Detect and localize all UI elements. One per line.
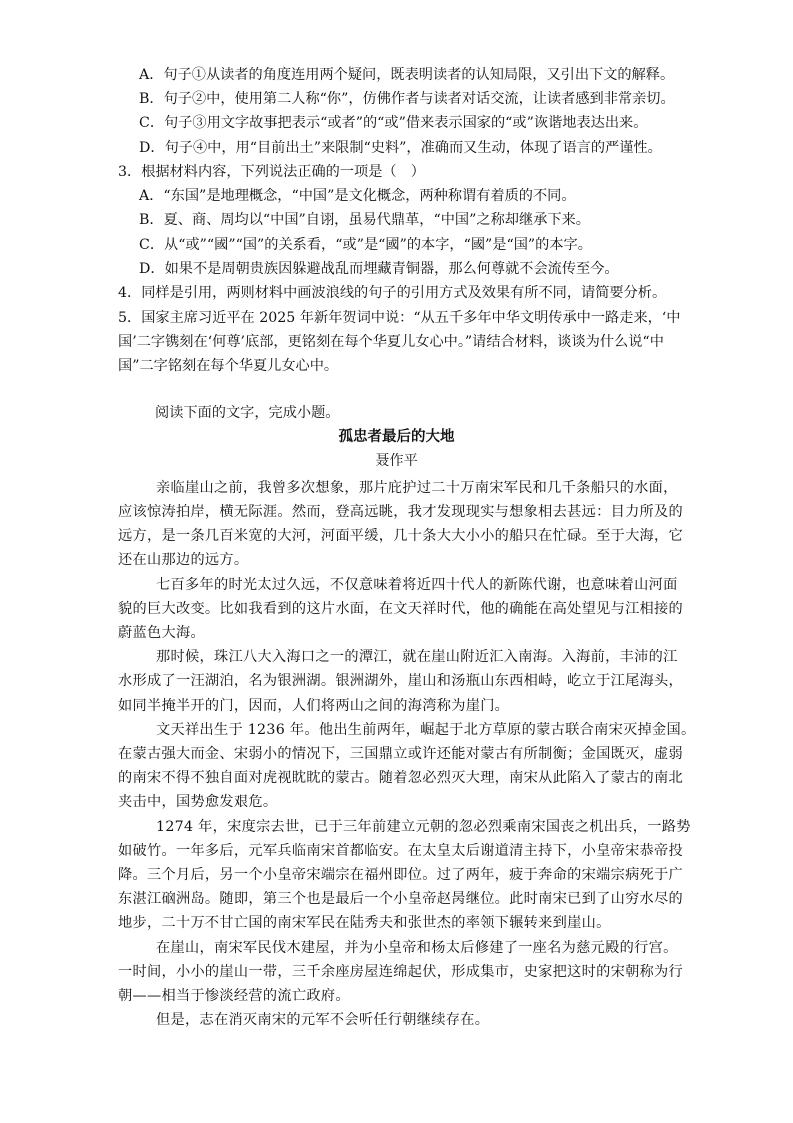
q3-stem: 3．根据材料内容，下列说法正确的一项是（ ） xyxy=(118,164,425,180)
essay-line: 远方，是一条几百米宽的大河，河面平缓，几十条大大小小的船只在忙碌。至于大海，它 xyxy=(118,528,684,544)
essay-line: 一时间，小小的崖山一带，三千余座房屋连绵起伏，形成集市，史家把这时的宋朝称为行 xyxy=(118,964,684,980)
essay-line: 在崖山，南宋军民伐木建屋，并为小皇帝和杨太后修建了一座名为慈元殿的行宫。 xyxy=(156,940,678,956)
essay-line: 1274 年，宋度宗去世，已于三年前建立元朝的忽必烈乘南宋国丧之机出兵，一路势 xyxy=(156,819,691,835)
essay-line: 夹击中，国势愈发艰危。 xyxy=(118,794,278,810)
reading-intro: 阅读下面的文字，完成小题。 xyxy=(155,405,340,421)
essay-line: 还在山那边的远方。 xyxy=(118,552,249,568)
essay-line: 应该惊涛拍岸，横无际涯。然而，登高远眺，我才发现现实与想象相去甚远：目力所及的 xyxy=(118,504,684,520)
essay-line: 朝——相当于惨淡经营的流亡政府。 xyxy=(118,988,350,1004)
essay-line: 降。三个月后，另一个小皇帝宋端宗在福州即位。过了两年，疲于奔命的宋端宗病死于广 xyxy=(118,867,684,883)
q5-line-1: 5．国家主席习近平在 2025 年新年贺词中说：“从五千多年中华文明传承中一路走来，‘中 xyxy=(118,310,681,326)
q2-option-c: C．句子③用文字故事把表示“或者”的“或”借来表示国家的“或”诙谐地表达出来。 xyxy=(139,115,648,131)
q2-option-a: A．句子①从读者的角度连用两个疑问，既表明读者的认知局限，又引出下文的解释。 xyxy=(139,67,675,83)
essay-line: 如破竹。一年多后，元军兵临南宋首都临安。在太皇太后谢道清主持下，小皇帝宋恭帝投 xyxy=(118,843,684,859)
q5-line-2: 国’二字镌刻在‘何尊’底部，更铭刻在每个华夏儿女心中。”请结合材料，谈谈为什么说“中 xyxy=(118,334,664,350)
essay-line: 但是，志在消灭南宋的元军不会听任行朝继续存在。 xyxy=(156,1012,490,1028)
essay-author: 聂作平 xyxy=(375,453,418,469)
q3-option-b: B．夏、商、周均以“中国”自诩，虽易代鼎革，“中国”之称却继承下来。 xyxy=(139,212,590,228)
essay-line: 水形成了一汪湖泊，名为银洲湖。银洲湖外，崖山和汤瓶山东西相峙，屹立于江尾海头， xyxy=(118,673,684,689)
q2-option-d: D．句子④中，用“目前出土”来限制“史料”，准确而又生动，体现了语言的严谨性。 xyxy=(139,140,662,156)
essay-title: 孤忠者最后的大地 xyxy=(338,428,455,445)
essay-line: 东湛江硇洲岛。随即，第三个也是最后一个小皇帝赵昺继位。此时南宋已到了山穷水尽的 xyxy=(118,891,684,907)
essay-line: 如同半掩半开的门，因而，人们将两山之间的海湾称为崖门。 xyxy=(118,698,510,714)
essay-line: 亲临崖山之前，我曾多次想象，那片庇护过二十万南宋军民和几千条船只的水面， xyxy=(156,480,678,496)
q5-line-3: 国”二字铭刻在每个华夏儿女心中。 xyxy=(118,358,339,374)
question-4: 4．同样是引用，两则材料中画波浪线的句子的引用方式及效果有所不同，请简要分析。 xyxy=(118,285,667,301)
essay-line: 文天祥出生于 1236 年。他出生前两年，崛起于北方草原的蒙古联合南宋灭掉金国。 xyxy=(156,722,696,738)
essay-line: 蔚蓝色大海。 xyxy=(118,625,205,641)
essay-line: 在蒙古强大而金、宋弱小的情况下，三国鼎立或许还能对蒙古有所制衡；金国既灭，虚弱 xyxy=(118,746,684,762)
q3-option-d: D．如果不是周朝贵族因躲避战乱而埋藏青铜器，那么何尊就不会流传至今。 xyxy=(139,261,619,277)
q2-option-b: B．句子②中，使用第二人称“你”，仿佛作者与读者对话交流，让读者感到非常亲切。 xyxy=(139,91,675,107)
essay-line: 地步，二十万不甘亡国的南宋军民在陆秀夫和张世杰的率领下辗转来到崖山。 xyxy=(118,915,611,931)
q3-option-a: A．“东国”是地理概念，“中国”是文化概念，两种称谓有着质的不同。 xyxy=(139,188,576,204)
essay-line: 貌的巨大改变。比如我看到的这片水面，在文天祥时代，他的确能在高处望见与江相接的 xyxy=(118,601,684,617)
q3-option-c: C．从“或”“國”“国”的关系看，“或”是“國”的本字，“國”是“国”的本字。 xyxy=(139,237,592,253)
essay-line: 七百多年的时光太过久远，不仅意味着将近四十代人的新陈代谢，也意味着山河面 xyxy=(156,577,678,593)
essay-line: 的南宋不得不独自面对虎视眈眈的蒙古。随着忽必烈灭大理，南宋从此陷入了蒙古的南北 xyxy=(118,770,684,786)
essay-line: 那时候，珠江八大入海口之一的潭江，就在崖山附近汇入南海。入海前，丰沛的江 xyxy=(156,649,678,665)
